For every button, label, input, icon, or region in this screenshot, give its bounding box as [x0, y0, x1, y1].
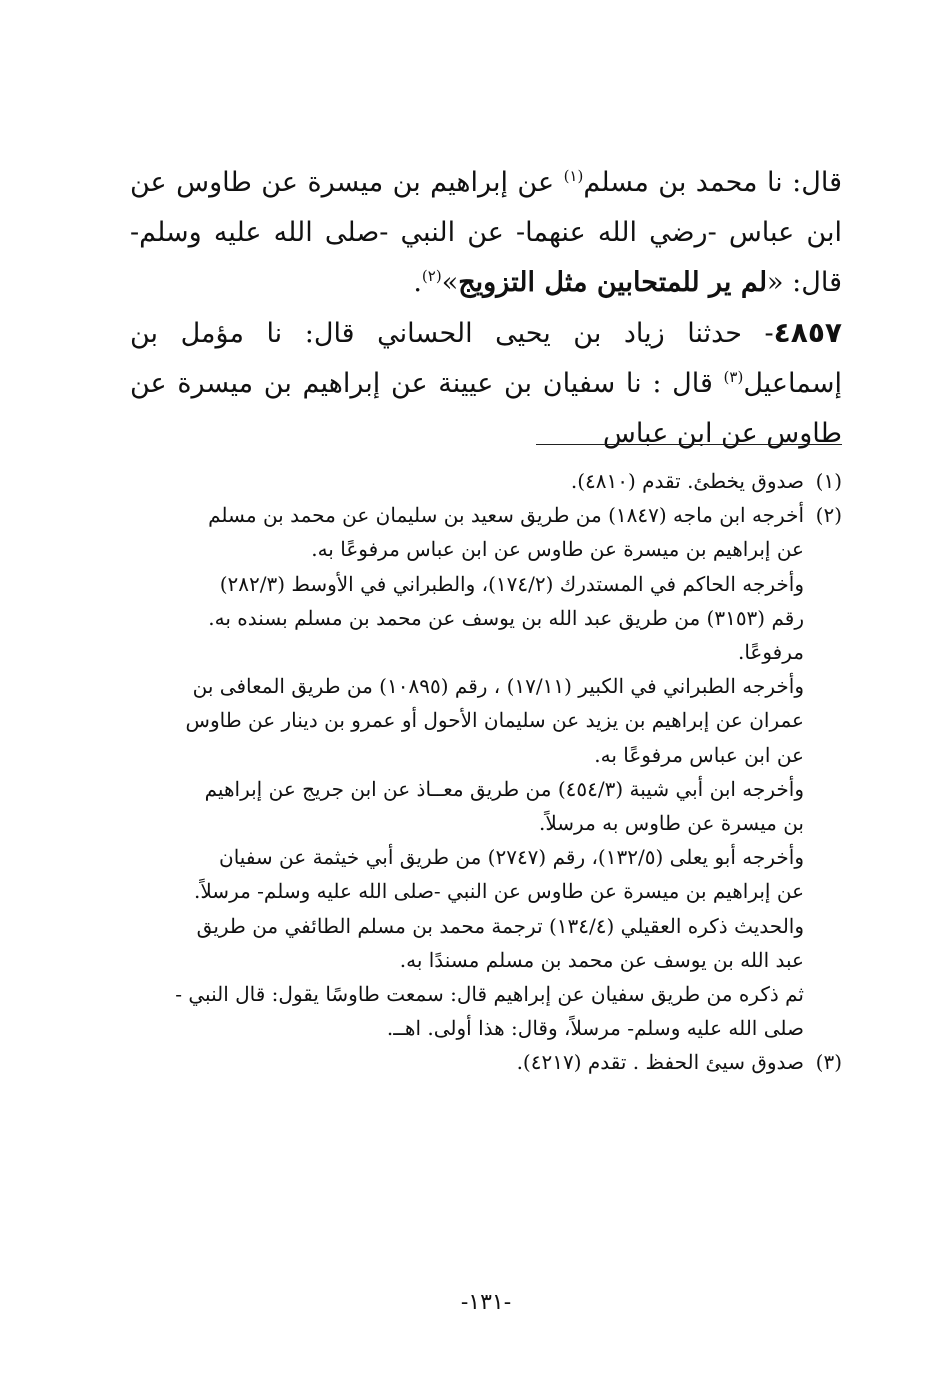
footnote-line: وأخرجه الحاكم في المستدرك (١٧٤/٢)، والطبراني في الأوسط (٢٨٢/٣) — [219, 571, 804, 596]
footnote-ref-1: (١) — [563, 167, 584, 185]
footnote-line: صدوق سيئ الحفظ . تقدم (٤٢١٧). — [516, 1050, 804, 1075]
main-text — [130, 158, 842, 459]
page-number: -١٣١- — [460, 1290, 512, 1315]
text-segment: . — [413, 267, 422, 298]
hadith-4857-paragraph — [130, 308, 842, 459]
footnote-line: عن ابن عباس مرفوعًا به. — [594, 742, 804, 767]
footnote-line: وأخرجه أبو يعلى (١٣٢/٥)، رقم (٢٧٤٧) من طريق أبي خيثمة عن سفيان — [219, 845, 804, 870]
footnote-line: ثم ذكره من طريق سفيان عن إبراهيم قال: سمعت طاوسًا يقول: قال النبي - — [175, 982, 804, 1007]
text-segment: قال: نا محمد بن مسلم — [583, 167, 842, 198]
footnote-separator — [536, 444, 842, 445]
footnote-line: عن إبراهيم بن ميسرة عن طاوس عن النبي -صلى الله عليه وسلم- مرسلاً. — [194, 879, 804, 904]
footnote-line: وأخرجه ابن أبي شيبة (٤٥٤/٣) من طريق معــاذ عن ابن جريج عن إبراهيم — [204, 776, 804, 801]
footnote-number: (٣) — [815, 1050, 842, 1075]
hadith-number: ٤٨٥٧ — [773, 316, 842, 349]
text-segment: - حدثنا زياد بن يحيى الحساني قال: نا مؤمل بن إسماعيل — [130, 318, 842, 399]
footnote-line: صدوق يخطئ. تقدم (٤٨١٠). — [570, 469, 804, 493]
book-page — [130, 0, 842, 1383]
footnote-3 — [130, 1045, 842, 1079]
footnote-line: عن إبراهيم بن ميسرة عن طاوس عن ابن عباس مرفوعًا به. — [311, 537, 804, 562]
footnote-number: (١) — [815, 469, 842, 493]
footnote-line: صلى الله عليه وسلم- مرسلاً، وقال: هذا أولى. اهــ. — [386, 1016, 804, 1041]
footnote-line: عبد الله بن يوسف عن محمد بن مسلم مسندًا به. — [399, 947, 804, 972]
text-segment: قال : نا سفيان بن عيينة عن إبراهيم بن ميسرة عن طاوس عن ابن عباس — [130, 368, 842, 449]
footnote-line: أخرجه ابن ماجه (١٨٤٧) من طريق سعيد بن سليمان عن محمد بن مسلم — [208, 503, 804, 528]
footnote-body — [130, 1045, 804, 1079]
footnotes — [130, 464, 842, 1080]
hadith-matn: لم ير للمتحابين مثل التزويج — [458, 267, 768, 298]
footnote-body — [130, 498, 804, 1045]
text-segment: عن إبراهيم بن ميسرة عن طاوس عن ابن عباس -رضي الله عنهما- عن النبي -صلى الله عليه وسلم- قال: « — [130, 167, 842, 298]
footnote-body — [130, 464, 804, 498]
footnote-number: (٢) — [815, 503, 842, 528]
footnote-line: بن ميسرة عن طاوس به مرسلاً. — [538, 811, 804, 836]
hadith-continuation-paragraph — [130, 158, 842, 308]
footnote-ref-2: (٢) — [421, 267, 442, 285]
footnote-line: وأخرجه الطبراني في الكبير (١٧/١١) ، رقم (١٠٨٩٥) من طريق المعافى بن — [192, 674, 804, 699]
footnote-line: مرفوعًا. — [737, 640, 804, 665]
footnote-2 — [130, 498, 842, 1045]
footnote-ref-3: (٣) — [723, 368, 744, 386]
footnote-1 — [130, 464, 842, 498]
text-segment: » — [441, 267, 459, 298]
footnote-line: والحديث ذكره العقيلي (١٣٤/٤) ترجمة محمد بن مسلم الطائفي من طريق — [196, 913, 804, 938]
footnote-line: رقم (٣١٥٣) من طريق عبد الله بن يوسف عن محمد بن مسلم بسنده به. — [208, 605, 804, 630]
footnote-line: عمران عن إبراهيم بن يزيد عن سليمان الأحول أو عمرو بن دينار عن طاوس — [185, 708, 804, 733]
